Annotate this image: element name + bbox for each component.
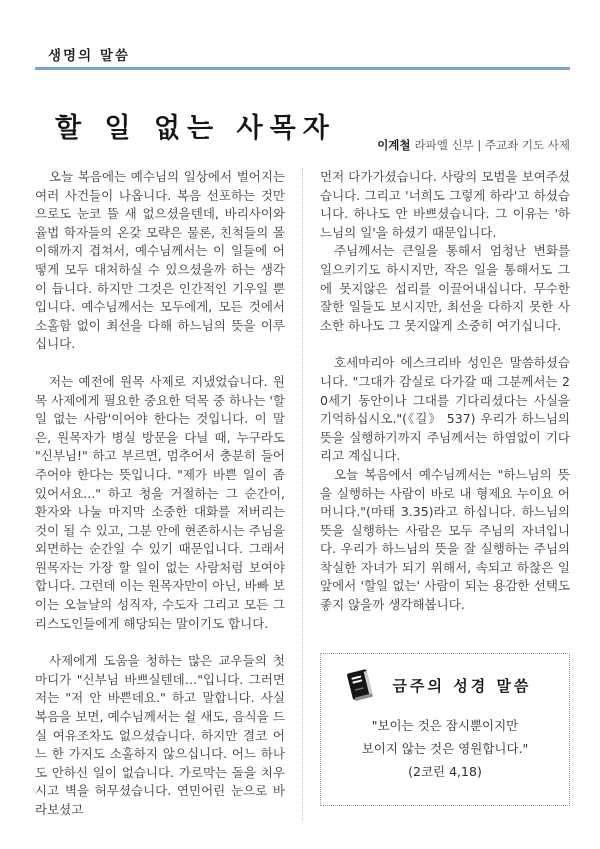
paragraph: 오늘 복음에서 예수님께서는 "하느님의 뜻을 실행하는 사람이 바로 내 형제요 누이요 어머니다."(마태 3.35)라고 하십니다. 하느님의 뜻을 실행하는 사람은 모두 주님의 자녀입니다. 우리가 하느님의 뜻을 잘 실행하는 주님의 착실한 자녀가 되기 위해서, 속되고 하찮은 일 앞에서 '할일 없는' 사람이 되는 용감한 선택도 좋지 않을까 생각해봅니다. (320, 466, 570, 613)
section-label: 생명의 말씀 (48, 48, 130, 64)
scripture-box (320, 653, 570, 806)
author-name: 이계철 (377, 138, 411, 152)
verse-line: 보이지 않는 것은 영원합니다." (361, 740, 529, 756)
scripture-box-title: 금주의 성경 말씀 (392, 677, 532, 696)
paragraph: 주님께서는 큰일을 통해서 엄청난 변화를 일으키기도 하시지만, 작은 일을 통해서도 그에 못지않은 섭리를 이끌어내십니다. 무수한 잘한 일들도 보시지만, 최선을 다하지 못한 사소한 하나도 그 못지않게 소중히 여기십니다. (320, 243, 570, 333)
paragraph: 사제에게 도움을 청하는 많은 교우들의 첫마디가 "신부님 바쁘실텐데…"입니다. 그러면 저는 "저 안 바쁜데요." 하고 말합니다. 사실 복음을 보면, 예수님께서는 쉴 새도, 음식을 드실 여유조차도 없으셨습니다. 하지만 결코 어느 한 가지도 소홀하지 않으십니다. 어느 하나도 안하신 일이 없습니다. 가로막는 돌을 치우시고 벽을 허무셨습니다. 연민어린 눈으로 바라보셨고 (35, 653, 285, 817)
byline-text: 라파엘 신부 | 주교좌 기도 사제 (414, 138, 570, 152)
verse-reference: (2코린 4,18) (408, 763, 482, 779)
paragraph: 저는 예전에 원목 사제로 지냈었습니다. 원목 사제에게 필요한 중요한 덕목 중 하나는 '할 일 없는 사람'이어야 한다는 것입니다. 이 말은, 원목자가 병실 방문을 다닐 때, 누구라도 "신부님!" 하고 부르면, 멈추어서 충분히 들어주어야 한다는 뜻입니다. "제가 바쁜 일이 좀 있어서요..." 하고 청을 거절하는 그 순간이, 환자와 나눌 마지막 소중한 대화를 저버리는 것이 될 수 있고, 그분 안에 현존하시는 주님을 외면하는 순간일 수 있기 때문입니다. 그래서 원목자는 가장 할 일이 없는 사람처럼 보여야 합니다. 그런데 이는 원목자만이 아닌, 바빠 보이는 오늘날의 성직자, 수도자 그리고 모든 그리스도인들에게 해당되는 말이기도 합니다. (35, 373, 285, 631)
left-column (35, 168, 285, 820)
paragraph: 호세마리아 에스크리바 성인은 말씀하셨습니다. "그대가 감실로 다가갈 때 그분께서는 20세기 동안이나 그대를 기다리셨다는 사실을 기억하십시오."(《길》 537) 우리가 하느님의 뜻을 실행하기까지 주님께서는 하염없이 기다리고 계십니다. (320, 355, 570, 464)
header-rule (35, 67, 570, 70)
verse-line: "보이는 것은 잠시뿐이지만 (371, 717, 519, 733)
column-divider (302, 168, 303, 820)
right-column (320, 168, 570, 820)
page-title: 할 일 없는 사목자 (55, 113, 336, 145)
scripture-verse (329, 714, 561, 783)
paragraph: 오늘 복음에는 예수님의 일상에서 벌어지는 여러 사건들이 나옵니다. 복음 선포하는 것만으로도 눈코 뜰 새 없으셨을텐데, 바리사이와 율법 학자들의 온갖 모략은 물론, 친척들의 몰이해까지 겹쳐서, 예수님께서는 이 일들에 어떻게 모두 대처하실 수 있으셨을까 하는 생각이 듭니다. 하지만 그것은 인간적인 기우일 뿐입니다. 예수님께서는 모두에게, 모든 것에서 소홀함 없이 최선을 다해 하느님의 뜻을 이루십니다. (35, 169, 285, 352)
scripture-box-header (329, 668, 543, 704)
byline (377, 137, 570, 153)
article-columns (35, 168, 570, 820)
bible-icon (341, 668, 379, 704)
paragraph: 먼저 다가가셨습니다. 사랑의 모범을 보여주셨습니다. 그리고 '너희도 그렇게 하라'고 하셨습니다. 하나도 안 바쁘셨습니다. 그 이유는 '하느님의 일'을 하셨기 때문입니다. (320, 169, 570, 240)
